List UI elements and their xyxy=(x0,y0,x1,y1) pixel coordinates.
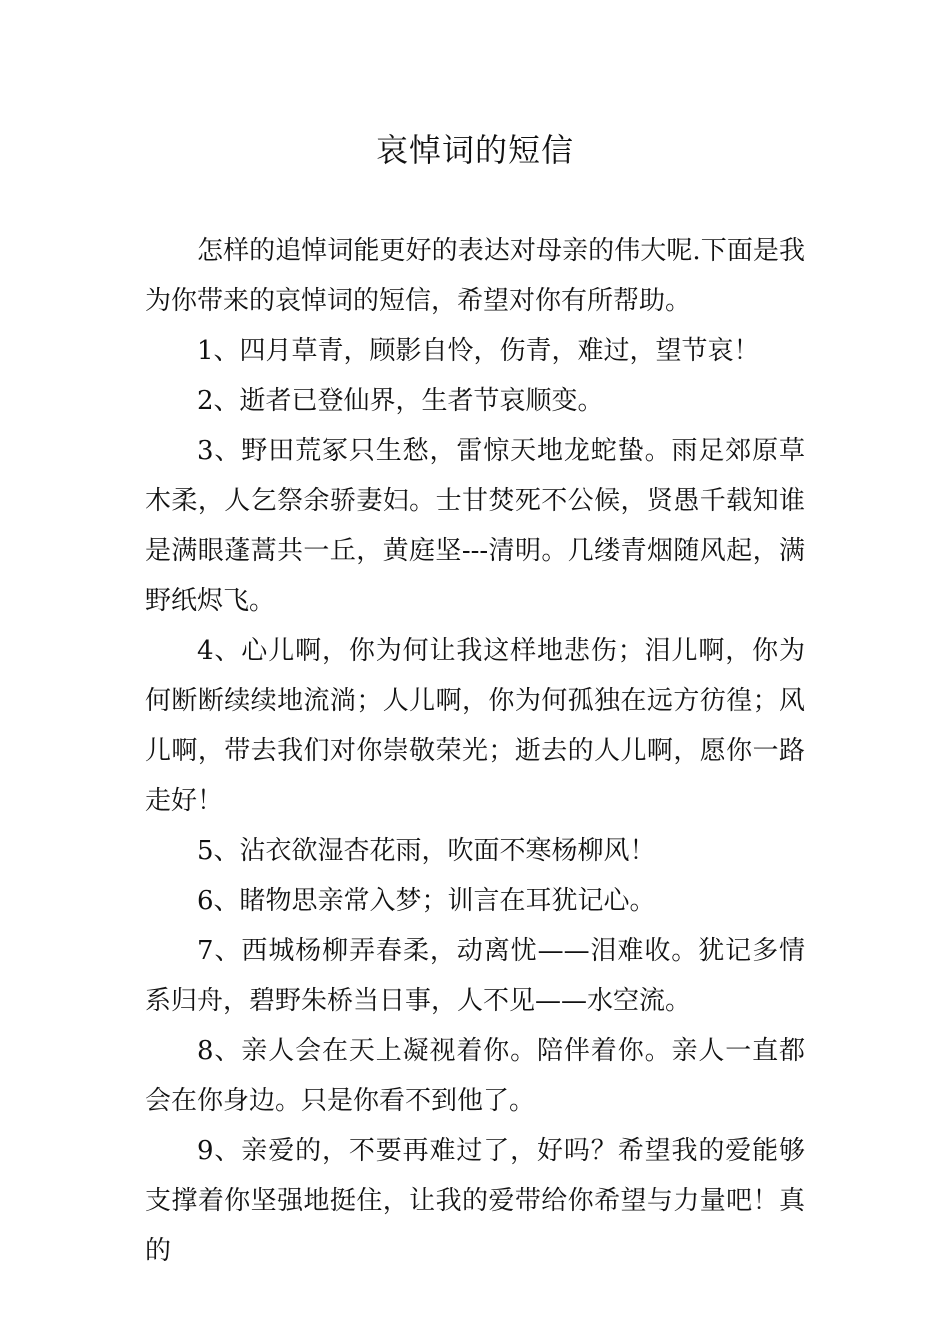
document-title: 哀悼词的短信 xyxy=(375,131,574,169)
message-paragraph-1: 1、四月草青，顾影自怜，伤青，难过，望节哀！ xyxy=(197,336,760,366)
message-paragraph-4: 4、心儿啊，你为何让我这样地悲伤；泪儿啊，你为何断断续续地流淌；人儿啊，你为何孤独在远方彷徨；风儿啊，带去我们对你崇敬荣光；逝去的人儿啊，愿你一路走好！ xyxy=(145,636,805,816)
message-paragraph-8: 8、亲人会在天上凝视着你。陪伴着你。亲人一直都会在你身边。只是你看不到他了。 xyxy=(145,1036,805,1116)
message-paragraph-7: 7、西城杨柳弄春柔，动离忧——泪难收。犹记多情系归舟，碧野朱桥当日事，人不见——水空流。 xyxy=(145,936,805,1016)
message-paragraph-3: 3、野田荒冢只生愁，雷惊天地龙蛇蛰。雨足郊原草木柔，人乞祭余骄妻妇。士甘焚死不公候，贤愚千载知谁是满眼蓬蒿共一丘，黄庭坚---清明。几缕青烟随风起，满野纸烬飞。 xyxy=(145,436,805,616)
message-paragraph-5: 5、沾衣欲湿杏花雨，吹面不寒杨柳风！ xyxy=(197,836,656,866)
message-paragraph-6: 6、睹物思亲常入梦；训言在耳犹记心。 xyxy=(197,886,656,916)
document-body xyxy=(145,226,805,1276)
message-paragraph-9: 9、亲爱的，不要再难过了，好吗？希望我的爱能够支撑着你坚强地挺住，让我的爱带给你希望与力量吧！真的 xyxy=(145,1136,805,1266)
message-paragraph-2: 2、逝者已登仙界，生者节哀顺变。 xyxy=(197,386,604,416)
intro-paragraph: 怎样的追悼词能更好的表达对母亲的伟大呢.下面是我为你带来的哀悼词的短信，希望对你有所帮助。 xyxy=(145,236,805,316)
